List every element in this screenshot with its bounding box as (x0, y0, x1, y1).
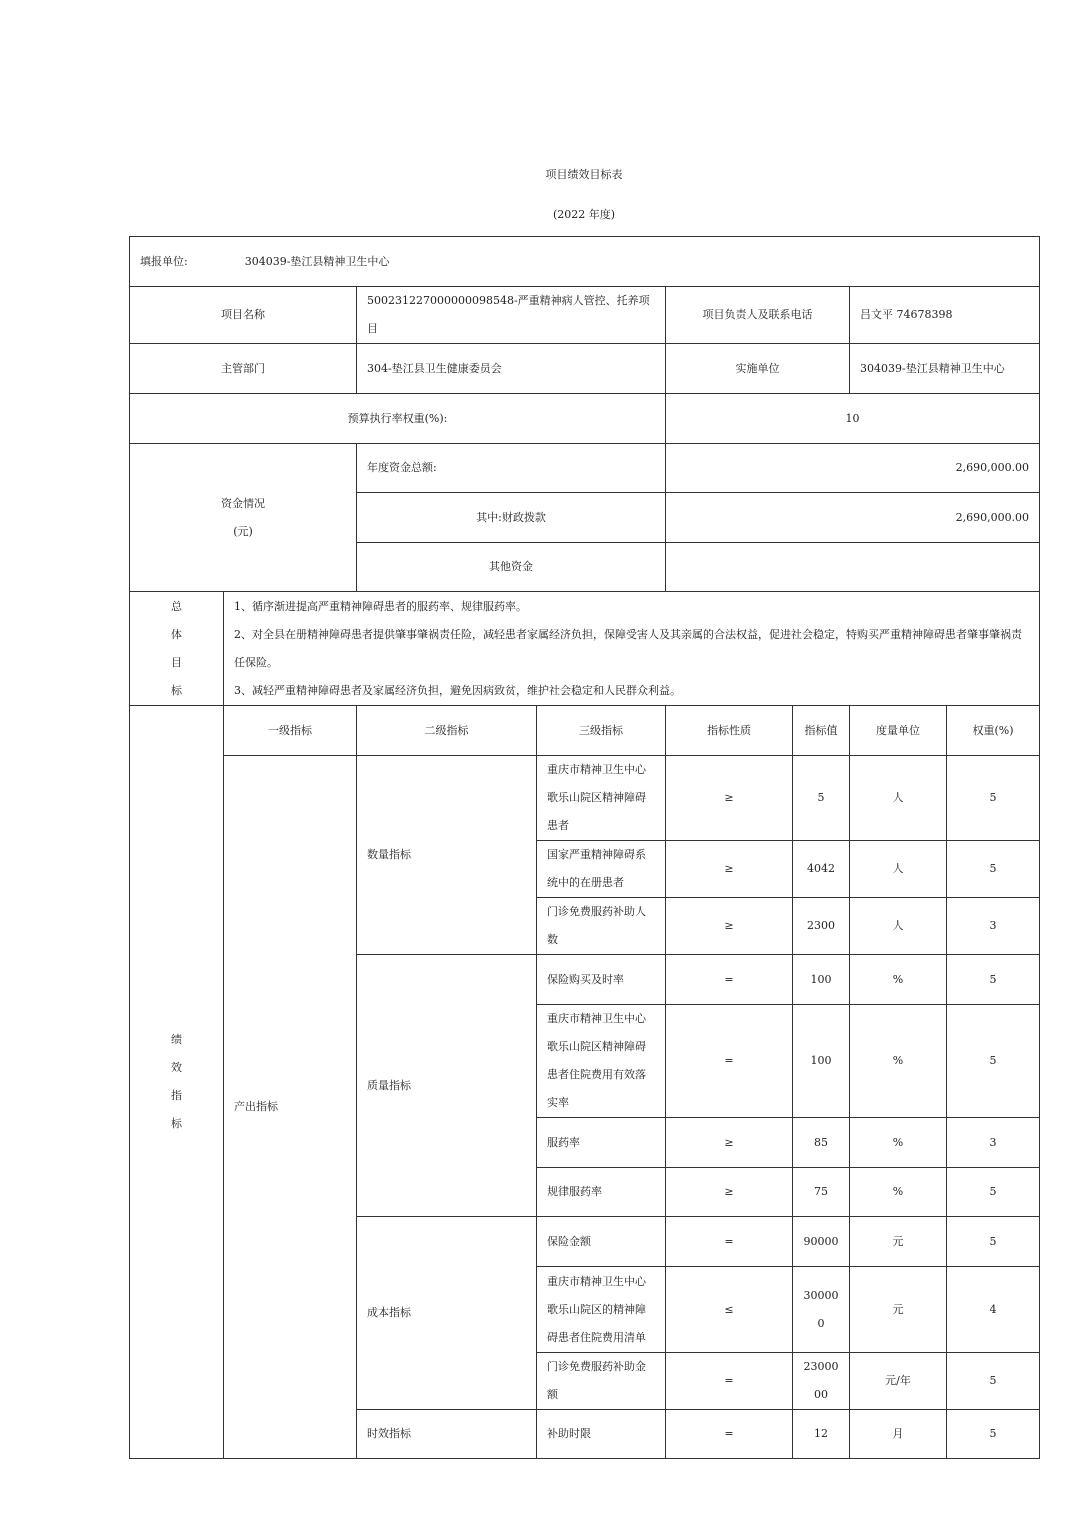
funds-total-row (130, 444, 1040, 493)
indicator-value: 100 (793, 955, 850, 1005)
indicator-weight: 5 (947, 1005, 1040, 1118)
level3-indicator: 门诊免费服药补助金额 (537, 1353, 666, 1410)
project-name-label: 项目名称 (130, 287, 357, 344)
level2-indicator: 数量指标 (357, 756, 537, 955)
fill-unit-row (130, 237, 1040, 287)
level2-indicator: 成本指标 (357, 1217, 537, 1410)
level3-indicator: 重庆市精神卫生中心歌乐山院区精神障碍患者住院费用有效落实率 (537, 1005, 666, 1118)
header-level2: 二级指标 (357, 706, 537, 756)
indicator-unit: 元/年 (850, 1353, 947, 1410)
dept-value: 304-垫江县卫生健康委员会 (357, 344, 666, 394)
level3-indicator: 重庆市精神卫生中心歌乐山院区精神障碍患者 (537, 756, 666, 841)
objective-line: 1、循序渐进提高严重精神障碍患者的服药率、规律服药率。 (234, 599, 527, 613)
indicator-weight: 5 (947, 841, 1040, 898)
indicator-header-row (130, 706, 1040, 756)
indicator-value: 2300000 (793, 1353, 850, 1410)
indicator-unit: % (850, 1005, 947, 1118)
level3-indicator: 门诊免费服药补助人数 (537, 898, 666, 955)
indicator-value: 100 (793, 1005, 850, 1118)
indicator-value: 300000 (793, 1267, 850, 1353)
project-name-value: 500231227000000098548-严重精神病人管控、托养项目 (357, 287, 666, 344)
indicator-nature: ≤ (666, 1267, 793, 1353)
indicator-weight: 3 (947, 898, 1040, 955)
indicator-unit: 元 (850, 1267, 947, 1353)
objective-label-char: 总 (171, 599, 182, 613)
indicator-nature: = (666, 1353, 793, 1410)
indicator-nature: ≥ (666, 756, 793, 841)
indicator-value: 75 (793, 1168, 850, 1217)
indicator-nature: = (666, 1410, 793, 1459)
indicator-nature: = (666, 955, 793, 1005)
impl-value: 304039-垫江县精神卫生中心 (850, 344, 1040, 394)
indicator-value: 85 (793, 1118, 850, 1168)
indicator-unit: 人 (850, 841, 947, 898)
level3-indicator: 国家严重精神障碍系统中的在册患者 (537, 841, 666, 898)
level3-indicator: 服药率 (537, 1118, 666, 1168)
header-weight: 权重(%) (947, 706, 1040, 756)
funds-label-line2: (元) (233, 524, 253, 538)
indicator-unit: 元 (850, 1217, 947, 1267)
budget-weight-label: 预算执行率权重(%): (130, 394, 666, 444)
indicator-weight: 5 (947, 1168, 1040, 1217)
funds-total-label: 年度资金总额: (357, 444, 666, 493)
indicator-unit: 月 (850, 1410, 947, 1459)
level3-indicator: 规律服药率 (537, 1168, 666, 1217)
indicators-label-char: 指 (171, 1089, 182, 1102)
level3-indicator: 重庆市精神卫生中心歌乐山院区的精神障碍患者住院费用清单 (537, 1267, 666, 1353)
indicator-nature: = (666, 1005, 793, 1118)
project-name-row (130, 287, 1040, 344)
level3-indicator: 补助时限 (537, 1410, 666, 1459)
header-level1: 一级指标 (224, 706, 357, 756)
impl-label: 实施单位 (666, 344, 850, 394)
funds-other-label: 其他资金 (357, 543, 666, 592)
indicator-unit: % (850, 955, 947, 1005)
contact-value: 吕文平 74678398 (850, 287, 1040, 344)
indicator-weight: 5 (947, 756, 1040, 841)
page-title: 项目绩效目标表 (545, 168, 623, 181)
header-nature: 指标性质 (666, 706, 793, 756)
budget-weight-row (130, 394, 1040, 444)
indicator-nature: ≥ (666, 841, 793, 898)
indicators-label-char: 绩 (171, 1033, 182, 1046)
header-unit: 度量单位 (850, 706, 947, 756)
indicator-nature: ≥ (666, 1168, 793, 1217)
indicator-nature: ≥ (666, 898, 793, 955)
indicator-unit: 人 (850, 898, 947, 955)
page-subtitle: (2022 年度) (552, 208, 616, 221)
indicator-value: 2300 (793, 898, 850, 955)
objective-label-char: 标 (171, 683, 182, 697)
objective-line: 3、减轻严重精神障碍患者及家属经济负担，避免因病致贫，维护社会稳定和人民群众利益。 (234, 683, 681, 697)
objective-label-char: 体 (171, 627, 182, 641)
budget-weight-value: 10 (666, 394, 1040, 444)
objective-label-char: 目 (171, 655, 182, 669)
dept-label: 主管部门 (130, 344, 357, 394)
funds-fiscal-value: 2,690,000.00 (666, 493, 1040, 543)
indicator-nature: = (666, 1217, 793, 1267)
indicators-label-char: 标 (171, 1117, 182, 1130)
indicator-value: 5 (793, 756, 850, 841)
level3-indicator: 保险金额 (537, 1217, 666, 1267)
level1-indicator: 产出指标 (224, 756, 357, 1459)
indicator-weight: 3 (947, 1118, 1040, 1168)
header-level3: 三级指标 (537, 706, 666, 756)
dept-row (130, 344, 1040, 394)
objective-label (130, 592, 224, 706)
level2-indicator: 时效指标 (357, 1410, 537, 1459)
indicator-unit: % (850, 1168, 947, 1217)
contact-label: 项目负责人及联系电话 (666, 287, 850, 344)
funds-label (130, 444, 357, 592)
indicator-unit: 人 (850, 756, 947, 841)
indicator-value: 90000 (793, 1217, 850, 1267)
indicators-label-char: 效 (171, 1061, 182, 1074)
indicator-weight: 4 (947, 1267, 1040, 1353)
indicators-label (130, 706, 224, 1459)
objective-line: 2、对全县在册精神障碍患者提供肇事肇祸责任险，减轻患者家属经济负担，保障受害人及其亲属的合法权益，促进社会稳定，特购买严重精神障碍患者肇事肇祸责任保险。 (234, 627, 1022, 669)
indicator-weight: 5 (947, 1353, 1040, 1410)
indicator-value: 4042 (793, 841, 850, 898)
fill-unit-value: 304039-垫江县精神卫生中心 (244, 254, 390, 268)
indicator-weight: 5 (947, 955, 1040, 1005)
fill-unit-label: 填报单位: (140, 254, 188, 268)
indicator-weight: 5 (947, 1217, 1040, 1267)
funds-total-value: 2,690,000.00 (666, 444, 1040, 493)
funds-label-line1: 资金情况 (221, 496, 265, 510)
objective-content (224, 592, 1040, 706)
level2-indicator: 质量指标 (357, 955, 537, 1217)
header-value: 指标值 (793, 706, 850, 756)
indicator-nature: ≥ (666, 1118, 793, 1168)
indicator-unit: % (850, 1118, 947, 1168)
indicator-weight: 5 (947, 1410, 1040, 1459)
level3-indicator: 保险购买及时率 (537, 955, 666, 1005)
funds-fiscal-label: 其中:财政拨款 (357, 493, 666, 543)
indicator-row (130, 756, 1040, 841)
indicator-value: 12 (793, 1410, 850, 1459)
objective-row (130, 592, 1040, 706)
performance-table (129, 236, 1040, 1459)
funds-other-value (666, 543, 1040, 592)
fill-unit-cell (130, 237, 1040, 287)
